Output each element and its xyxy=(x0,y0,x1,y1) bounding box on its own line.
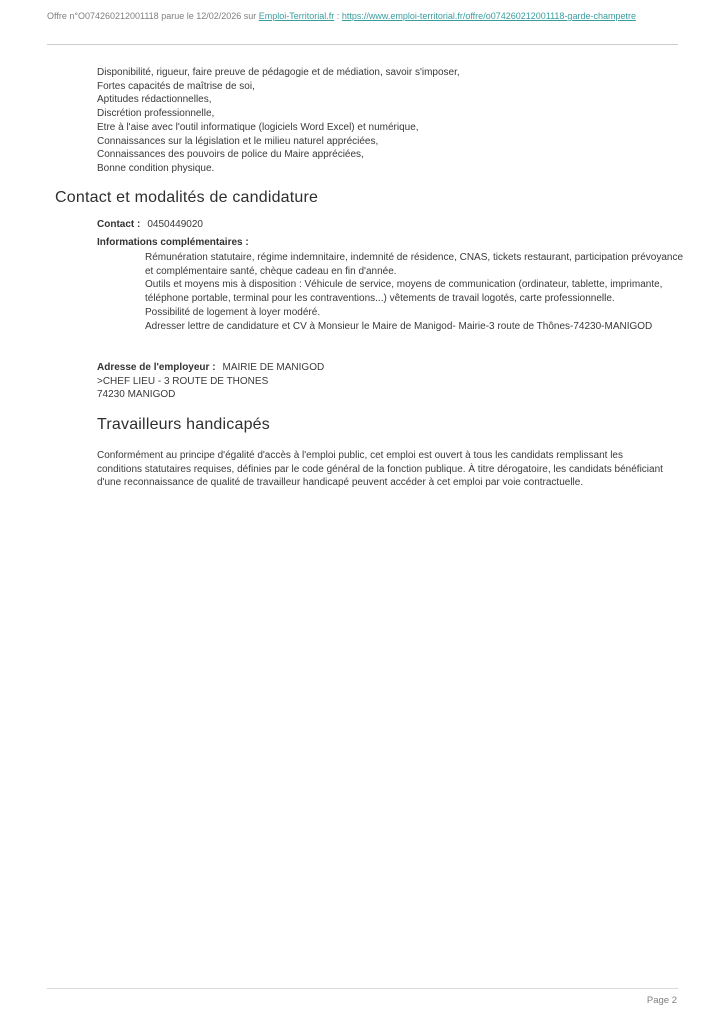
additional-info-label: Informations complémentaires : xyxy=(97,237,249,248)
additional-info-paragraph: Outils et moyens mis à disposition : Véhicule de service, moyens de communication (ordinateur, tablette, imprimante, téléphone portable, terminal pour les contraventions...) vêtements de travail logotés, carte professionnelle. xyxy=(145,279,663,305)
skills-list-item: Fortes capacités de maîtrise de soi, xyxy=(97,80,255,92)
header-divider xyxy=(47,44,678,45)
skills-list-item: Etre à l'aise avec l'outil informatique (logiciels Word Excel) et numérique, xyxy=(97,121,419,133)
employer-address-line: >CHEF LIEU - 3 ROUTE DE THONES xyxy=(97,375,269,387)
skills-list-item: Disponibilité, rigueur, faire preuve de pédagogie et de médiation, savoir s'imposer, xyxy=(97,67,460,78)
employer-name: MAIRIE DE MANIGOD xyxy=(222,362,325,373)
employer-address-block xyxy=(97,361,324,402)
skills-list-item: Aptitudes rédactionnelles, xyxy=(97,94,212,106)
offer-header xyxy=(47,9,683,23)
skills-list-item: Bonne condition physique. xyxy=(97,162,215,174)
skills-list-item: Connaissances sur la législation et le milieu naturel appréciées, xyxy=(97,135,379,147)
employer-label: Adresse de l'employeur : xyxy=(97,362,216,373)
offer-header-separator: : xyxy=(334,11,342,21)
skills-list-item: Discrétion professionnelle, xyxy=(97,108,215,120)
employer-address-line: 74230 MANIGOD xyxy=(97,389,176,401)
site-link[interactable]: Emploi-Territorial.fr xyxy=(258,11,335,21)
contact-label: Contact : xyxy=(97,219,141,230)
offer-url-link[interactable]: https://www.emploi-territorial.fr/offre/o074260212001118-garde-champetre xyxy=(341,11,636,21)
employer-line xyxy=(97,361,324,375)
additional-info-paragraph: Adresser lettre de candidature et CV à Monsieur le Maire de Manigod- Mairie-3 route de Thônes-74230-MANIGOD xyxy=(145,320,653,332)
contact-line xyxy=(97,219,203,230)
additional-info-paragraph: Rémunération statutaire, régime indemnitaire, indemnité de résidence, CNAS, tickets restaurant, participation prévoyance et complémentaire santé, chèque cadeau en fin d'année. xyxy=(145,252,684,277)
page-number: Page 2 xyxy=(646,995,677,1006)
additional-info-block xyxy=(145,251,685,333)
offer-header-prefix: Offre n°O074260212001118 parue le 12/02/2026 sur xyxy=(47,11,257,21)
skills-list-item: Connaissances des pouvoirs de police du Maire appréciées, xyxy=(97,149,364,161)
skills-list xyxy=(97,66,460,176)
additional-info-paragraph: Possibilité de logement à loyer modéré. xyxy=(145,306,321,318)
footer-divider xyxy=(47,988,678,989)
handicap-section-paragraph: Conformément au principe d'égalité d'accès à l'emploi public, cet emploi est ouvert à tous les candidats remplissant les conditions statutaires requises, définies par le code général de la fonction publique. À titre dérogatoire, les candidats bénéficiant d'une reconnaissance de qualité de travailleur handicapé peuvent accéder à cet emploi par voie contractuelle. xyxy=(97,450,663,489)
handicap-section-title: Travailleurs handicapés xyxy=(97,416,270,433)
contact-section-title: Contact et modalités de candidature xyxy=(55,189,319,206)
contact-phone-value: 0450449020 xyxy=(147,219,203,230)
